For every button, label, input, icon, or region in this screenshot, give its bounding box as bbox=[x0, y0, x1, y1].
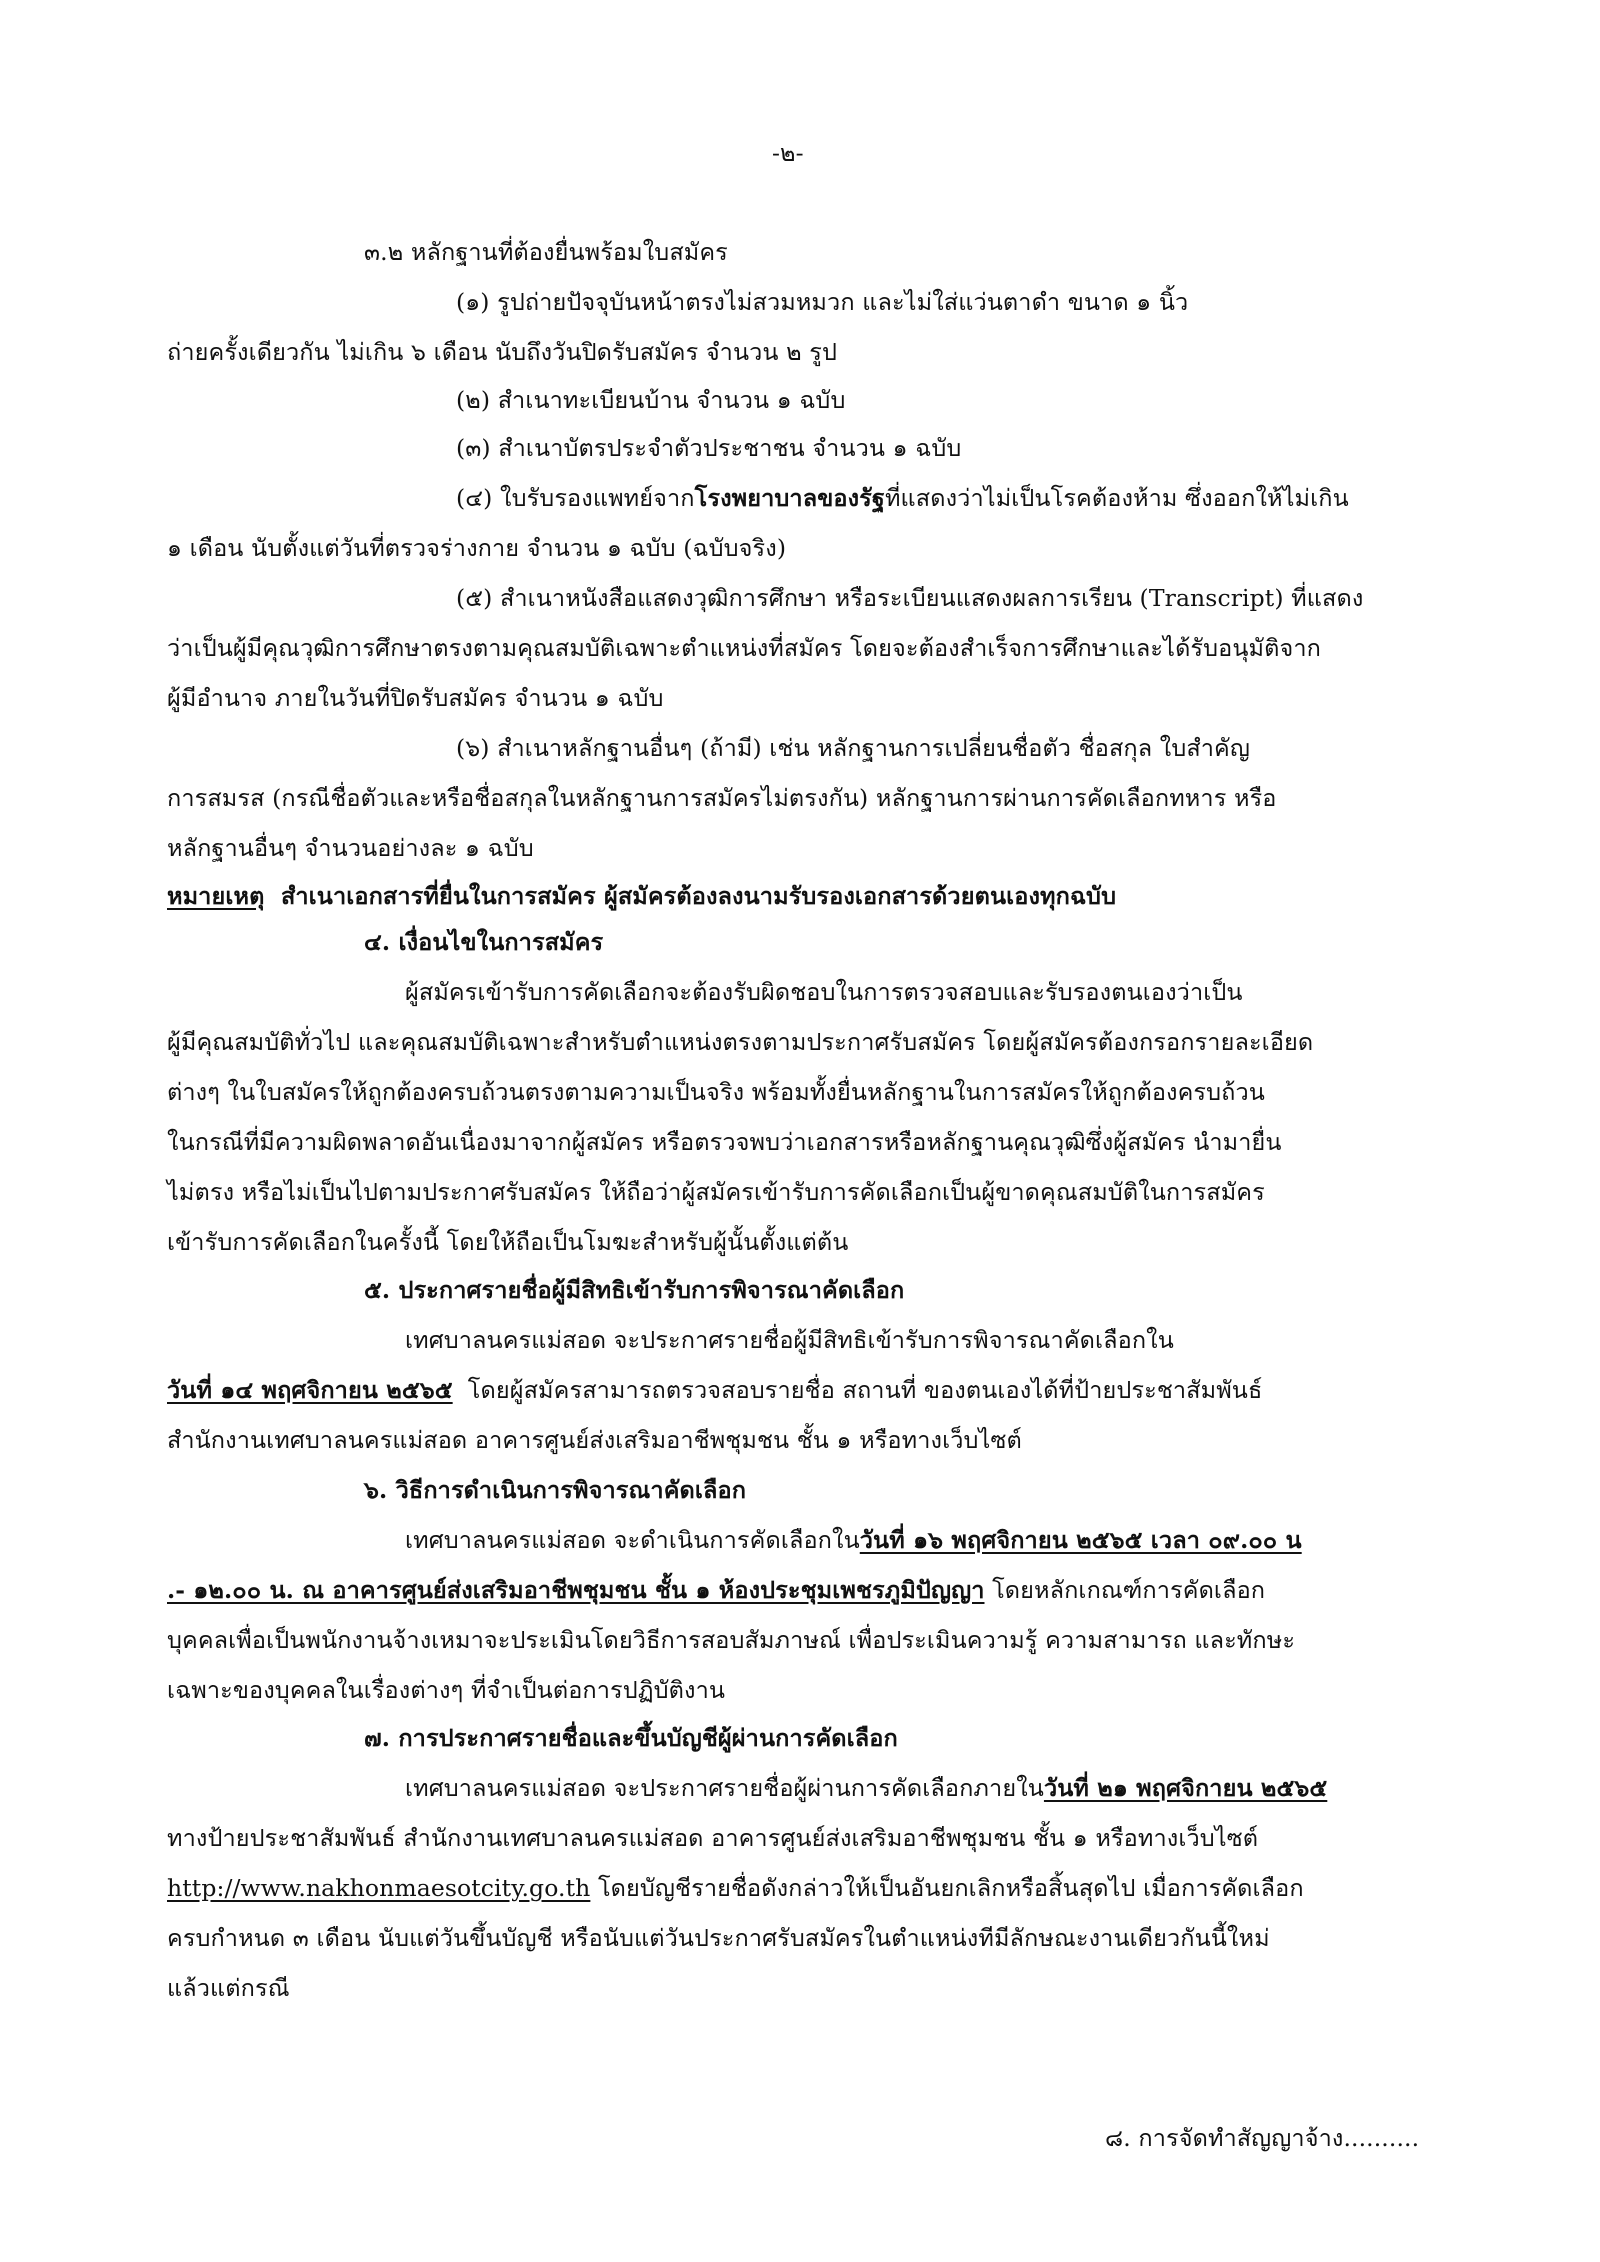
doc-4-line-1 bbox=[456, 482, 1349, 514]
section-5-line-2 bbox=[167, 1374, 1262, 1406]
section-7-date: วันที่ ๒๑ พฤศจิกายน ๒๕๖๕ bbox=[1043, 1774, 1328, 1802]
section-6-line-2-text: โดยหลักเกณฑ์การคัดเลือก bbox=[992, 1576, 1266, 1604]
section-4-line-3: ต่างๆ ในใบสมัครให้ถูกต้องครบถ้วนตรงตามความเป็นจริง พร้อมทั้งยื่นหลักฐานในการสมัครให้ถูกต้องครบถ้วน bbox=[167, 1078, 1265, 1106]
doc-6-line-2: การสมรส (กรณีชื่อตัวและหรือชื่อสกุลในหลักฐานการสมัครไม่ตรงกัน) หลักฐานการผ่านการคัดเลือกทหาร หรือ bbox=[167, 784, 1277, 812]
section-6-line-3: บุคคลเพื่อเป็นพนักงานจ้างเหมาจะประเมินโดยวิธีการสอบสัมภาษณ์ เพื่อประเมินความรู้ ความสามารถ และทักษะ bbox=[167, 1626, 1296, 1654]
doc-1-line-1: (๑) รูปถ่ายปัจจุบันหน้าตรงไม่สวมหมวก และไม่ใส่แว่นตาดำ ขนาด ๑ นิ้ว bbox=[456, 288, 1189, 316]
section-7-title: ๗. การประกาศรายชื่อและขึ้นบัญชีผู้ผ่านการคัดเลือก bbox=[364, 1724, 898, 1752]
section-7-line-2: ทางป้ายประชาสัมพันธ์ สำนักงานเทศบาลนครแม่สอด อาคารศูนย์ส่งเสริมอาชีพชุมชน ชั้น ๑ หรือทางเว็บไซต์ bbox=[167, 1824, 1259, 1852]
section-5-line-1: เทศบาลนครแม่สอด จะประกาศรายชื่อผู้มีสิทธิเข้ารับการพิจารณาคัดเลือกใน bbox=[405, 1326, 1174, 1354]
doc-5-line-1: (๕) สำเนาหนังสือแสดงวุฒิการศึกษา หรือระเบียนแสดงผลการเรียน (Transcript) ที่แสดง bbox=[456, 584, 1364, 612]
section-5-line-2-text: โดยผู้สมัครสามารถตรวจสอบรายชื่อ สถานที่ ของตนเองได้ที่ป้ายประชาสัมพันธ์ bbox=[467, 1376, 1263, 1404]
doc-1-line-2: ถ่ายครั้งเดียวกัน ไม่เกิน ๖ เดือน นับถึงวันปิดรับสมัคร จำนวน ๒ รูป bbox=[167, 338, 838, 366]
section-6-venue: .- ๑๒.๐๐ น. ณ อาคารศูนย์ส่งเสริมอาชีพชุมชน ชั้น ๑ ห้องประชุมเพชรภูมิปัญญา bbox=[167, 1576, 985, 1604]
section-4-line-5: ไม่ตรง หรือไม่เป็นไปตามประกาศรับสมัคร ให้ถือว่าผู้สมัครเข้ารับการคัดเลือกเป็นผู้ขาดคุณสมบัติในการสมัคร bbox=[167, 1178, 1265, 1206]
section-5-title: ๕. ประกาศรายชื่อผู้มีสิทธิเข้ารับการพิจารณาคัดเลือก bbox=[364, 1276, 905, 1304]
doc-5-line-2: ว่าเป็นผู้มีคุณวุฒิการศึกษาตรงตามคุณสมบัติเฉพาะตำแหน่งที่สมัคร โดยจะต้องสำเร็จการศึกษาและได้รับอนุมัติจาก bbox=[167, 634, 1321, 662]
note-text: สำเนาเอกสารที่ยื่นในการสมัคร ผู้สมัครต้องลงนามรับรองเอกสารด้วยตนเองทุกฉบับ bbox=[281, 882, 1117, 910]
section-6-line-4: เฉพาะของบุคคลในเรื่องต่างๆ ที่จำเป็นต่อการปฏิบัติงาน bbox=[167, 1676, 726, 1704]
section-6-line-1-text: เทศบาลนครแม่สอด จะดำเนินการคัดเลือกใน bbox=[405, 1526, 860, 1554]
section-5-date: วันที่ ๑๔ พฤศจิกายน ๒๕๖๕ bbox=[167, 1376, 453, 1404]
section-4-line-2: ผู้มีคุณสมบัติทั่วไป และคุณสมบัติเฉพาะสำหรับตำแหน่งตรงตามประกาศรับสมัคร โดยผู้สมัครต้องกรอกรายละเอียด bbox=[167, 1028, 1314, 1056]
next-page-continuation: ๘. การจัดทำสัญญาจ้าง.......... bbox=[1105, 2124, 1420, 2152]
section-7-line-1 bbox=[405, 1772, 1327, 1804]
doc-2: (๒) สำเนาทะเบียนบ้าน จำนวน ๑ ฉบับ bbox=[456, 386, 846, 414]
section-7-line-3 bbox=[167, 1872, 1304, 1904]
section-4-title: ๔. เงื่อนไขในการสมัคร bbox=[364, 928, 604, 956]
note-line bbox=[167, 880, 1116, 912]
doc-3: (๓) สำเนาบัตรประจำตัวประชาชน จำนวน ๑ ฉบับ bbox=[456, 434, 962, 462]
section-7-line-4: ครบกำหนด ๓ เดือน นับแต่วันขึ้นบัญชี หรือนับแต่วันประกาศรับสมัครในตำแหน่งทีมีลักษณะงานเดียวกันนี้ใหม่ bbox=[167, 1924, 1270, 1952]
doc-4-line-2: ๑ เดือน นับตั้งแต่วันที่ตรวจร่างกาย จำนวน ๑ ฉบับ (ฉบับจริง) bbox=[167, 534, 787, 562]
section-6-line-2 bbox=[167, 1574, 1265, 1606]
section-7-line-3-text: โดยบัญชีรายชื่อดังกล่าวให้เป็นอันยกเลิกหรือสิ้นสุดไป เมื่อการคัดเลือก bbox=[597, 1874, 1304, 1902]
website-link[interactable]: http://www.nakhonmaesotcity.go.th bbox=[167, 1874, 591, 1902]
doc-4-text-c: ที่แสดงว่าไม่เป็นโรคต้องห้าม ซึ่งออกให้ไม่เกิน bbox=[884, 484, 1349, 512]
section-7-line-1-text: เทศบาลนครแม่สอด จะประกาศรายชื่อผู้ผ่านการคัดเลือกภายใน bbox=[405, 1774, 1044, 1802]
doc-6-line-1: (๖) สำเนาหลักฐานอื่นๆ (ถ้ามี) เช่น หลักฐานการเปลี่ยนชื่อตัว ชื่อสกุล ใบสำคัญ bbox=[456, 734, 1250, 762]
section-3-2-title: ๓.๒ หลักฐานที่ต้องยื่นพร้อมใบสมัคร bbox=[364, 238, 728, 266]
doc-4-state-hospital: โรงพยาบาลของรัฐ bbox=[694, 484, 885, 512]
section-4-line-4: ในกรณีที่มีความผิดพลาดอันเนื่องมาจากผู้สมัคร หรือตรวจพบว่าเอกสารหรือหลักฐานคุณวุฒิซึ่งผู้สมัคร นำมายื่น bbox=[167, 1128, 1282, 1156]
page-number: -๒- bbox=[772, 139, 804, 167]
section-5-line-3: สำนักงานเทศบาลนครแม่สอด อาคารศูนย์ส่งเสริมอาชีพชุมชน ชั้น ๑ หรือทางเว็บไซต์ bbox=[167, 1426, 1022, 1454]
section-4-line-1: ผู้สมัครเข้ารับการคัดเลือกจะต้องรับผิดชอบในการตรวจสอบและรับรองตนเองว่าเป็น bbox=[405, 978, 1243, 1006]
doc-5-line-3: ผู้มีอำนาจ ภายในวันที่ปิดรับสมัคร จำนวน ๑ ฉบับ bbox=[167, 684, 664, 712]
section-6-title: ๖. วิธีการดำเนินการพิจารณาคัดเลือก bbox=[364, 1476, 747, 1504]
doc-6-line-3: หลักฐานอื่นๆ จำนวนอย่างละ ๑ ฉบับ bbox=[167, 834, 534, 862]
doc-4-text-a: (๔) ใบรับรองแพทย์จาก bbox=[456, 484, 695, 512]
section-6-date-time: วันที่ ๑๖ พฤศจิกายน ๒๕๖๕ เวลา ๐๙.๐๐ น bbox=[859, 1526, 1302, 1554]
section-7-line-5: แล้วแต่กรณี bbox=[167, 1974, 290, 2002]
note-label: หมายเหตุ bbox=[167, 882, 265, 910]
section-6-line-1 bbox=[405, 1524, 1302, 1556]
section-4-line-6: เข้ารับการคัดเลือกในครั้งนี้ โดยให้ถือเป็นโมฆะสำหรับผู้นั้นตั้งแต่ต้น bbox=[167, 1228, 849, 1256]
